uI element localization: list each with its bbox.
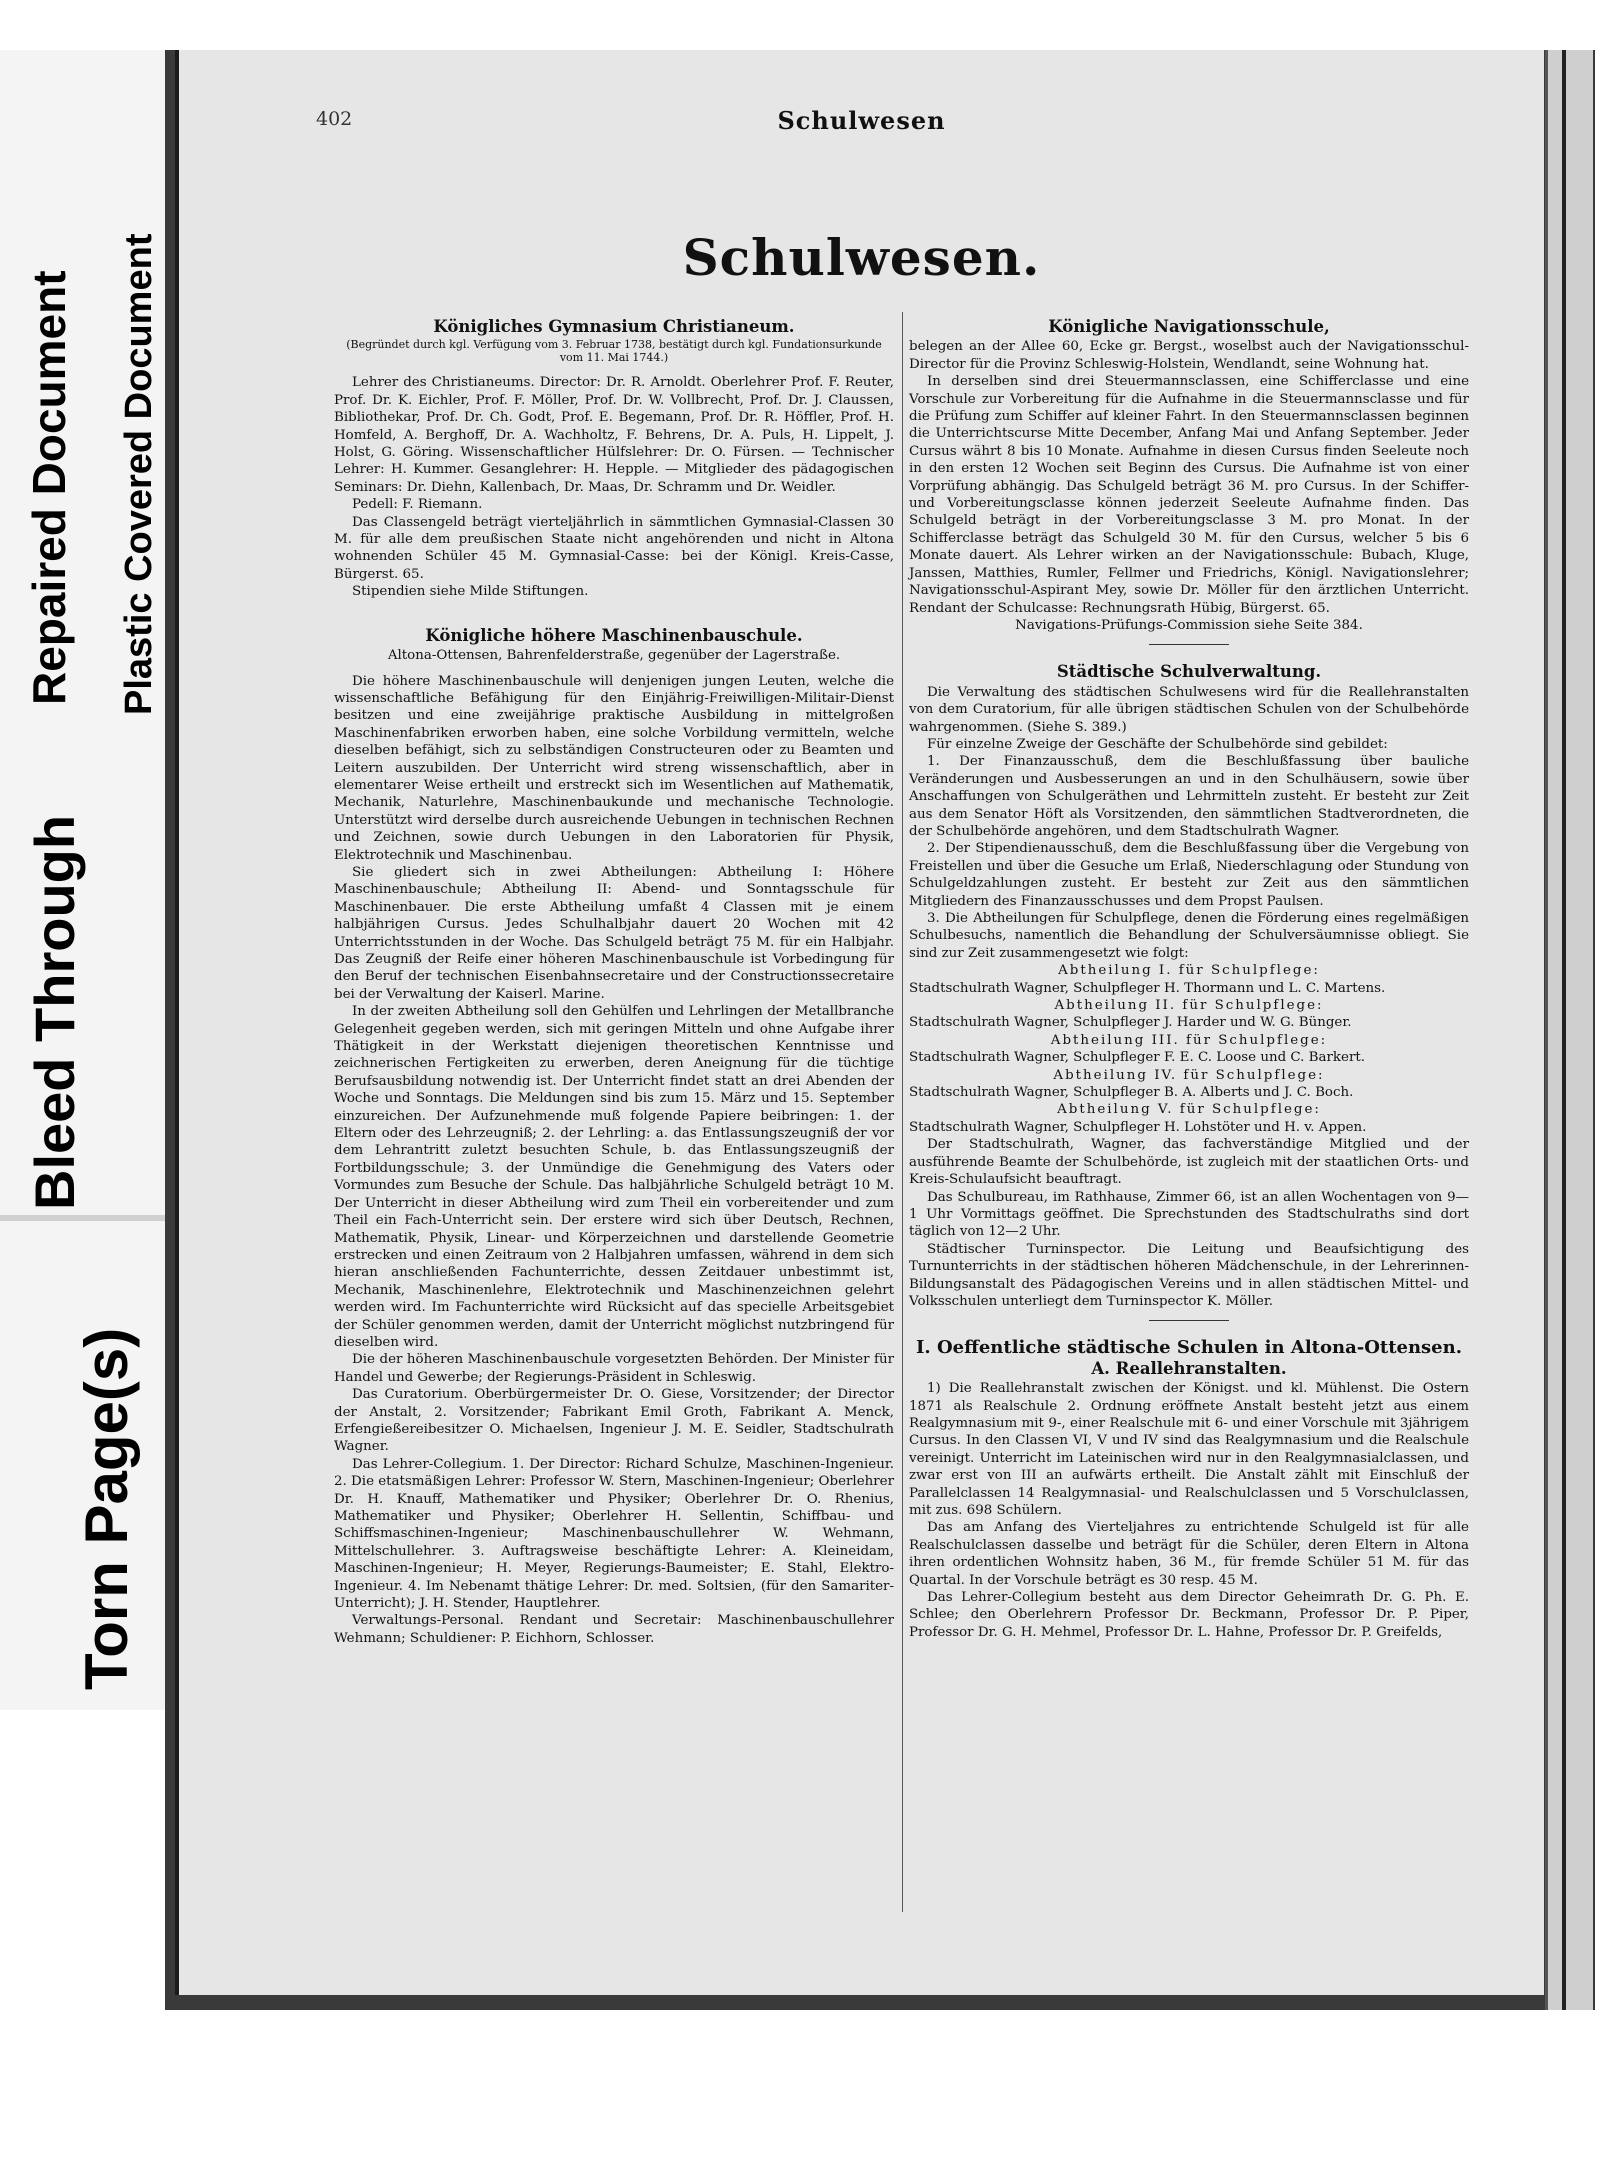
schulverwaltung-stipendienausschuss: 2. Der Stipendienausschuß, dem die Beschlußfassung über die Vergebung von Freistellen und über die Gesuche um Erlaß, Niederschlagung oder Stundung von Schulgeldzahlungen zusteht. Er besteht zur Zeit aus den sämmtlichen Mitgliedern des Finanzausschusses und dem Propst Paulsen. xyxy=(909,841,1469,909)
maschinenbauschule-curatorium: Das Curatorium. Oberbürgermeister Dr. O. Giese, Vorsitzender; der Director der Anstalt, 2. Vorsitzender; Fabrikant Emil Groth, Fabrikant A. Menck, Erfengießereibesitzer O. Michaelsen, Ingenieur J. M. E. Seidler, Stadtschulrath Wagner. xyxy=(334,1387,894,1455)
abtheilung-2-heading: Abtheilung II. für Schulpflege: xyxy=(1054,998,1324,1014)
schulbureau-para: Das Schulbureau, im Rathhause, Zimmer 66, ist an allen Wochentagen von 9—1 Uhr Vormittags geöffnet. Die Sprechstunden des Stadtschulraths sind dort täglich von 12—2 Uhr. xyxy=(909,1189,1469,1240)
schulverwaltung-para-1: Die Verwaltung des städtischen Schulwesens wird für die Reallehranstalten von dem Curatorium, für alle übrigen städtischen Schulen von der Schulbehörde wahrgenommen. (Siehe S. 389.) xyxy=(909,684,1469,735)
stadtschulrath-para: Der Stadtschulrath, Wagner, das fachverständige Mitglied und der ausführende Beamte der Schulbehörde, ist zugleich mit der staatlichen Orts- und Kreis-Schulaufsicht beauftragt. xyxy=(909,1137,1469,1188)
schulverwaltung-finanzausschuss: 1. Der Finanzausschuß, dem die Beschlußfassung über bauliche Veränderungen und Ausbesserungen an und in den Schulhäusern, sowie über Anschaffungen von Schulgeräthen und Lehrmitteln zusteht. Er besteht zur Zeit aus dem Senator Höft als Vorsitzenden, den sämmtlichen Stadtverordneten, die der Schulbehörde angehören, und dem Stadtschulrath Wagner. xyxy=(909,754,1469,839)
schulverwaltung-heading: Städtische Schulverwaltung. xyxy=(1056,662,1322,682)
abtheilung-2-members: Stadtschulrath Wagner, Schulpfleger J. Harder und W. G. Bünger. xyxy=(909,1015,1352,1031)
reallehranstalt-para-1: 1) Die Reallehranstalt zwischen der Königst. und kl. Mühlenst. Die Ostern 1871 als Realschule 2. Ordnung eröffnete Anstalt besteht jetzt aus einem Realgymnasium mit 9-, einer Realschule mit 6- und einer Vorschule mit 3jährigem Cursus. In den Classen VI, V und IV sind das Realgymnasium und die Realschule vereinigt. Unterricht im Lateinischen wird nur in den Realgymnasialclassen, und zwar erst von III an aufwärts ertheilt. Die Anstalt zählt mit Einschluß der Parallelclassen 14 Realgymnasial- und Realschulclassen und 5 Vorschulclassen, mit zus. 698 Schülern. xyxy=(909,1381,1469,1518)
abtheilung-4-members: Stadtschulrath Wagner, Schulpfleger B. A. Alberts und J. C. Boch. xyxy=(909,1085,1354,1101)
maschinenbauschule-teachers: Das Lehrer-Collegium. 1. Der Director: Richard Schulze, Maschinen-Ingenieur. 2. Die etatsmäßigen Lehrer: Professor W. Stern, Maschinen-Ingenieur; Oberlehrer Dr. H. Knauff, Mathematiker und Physiker; Oberlehrer Dr. O. Rhenius, Mathematiker und Physiker; Oberlehrer H. Sellentin, Schiffbau- und Schiffsmaschinen-Ingenieur; Maschinenbauschullehrer W. Wehmann, Mittelschullehrer. 3. Auftragsweise beschäftigte Lehrer: A. Kleineidam, Maschinen-Ingenieur; H. Meyer, Regierungs-Baumeister; E. Stahl, Elektro-Ingenieur. 4. Im Nebenamt thätige Lehrer: Dr. med. Soltsien, (für den Samariter-Unterricht); J. H. Stender, Hauptlehrer. xyxy=(334,1456,894,1612)
gymnasium-fees: Das Classengeld beträgt vierteljährlich in sämmtlichen Gymnasial-Classen 30 M. für alle dem preußischen Staate nicht angehörenden und nicht in Altona wohnenden Schüler 45 M. Gymnasial-Casse: bei der Königl. Kreis-Casse, Bürgerst. 65. xyxy=(334,514,894,582)
reallehranstalten-heading: A. Reallehranstalten. xyxy=(1091,1358,1287,1378)
maschinenbauschule-para-1: Die höhere Maschinenbauschule will denjenigen jungen Leuten, welche die wissenschaftliche Befähigung für den Einjährig-Freiwilligen-Militair-Dienst besitzen und eine zweijährige praktische Ausbildung in mittelgroßen Maschinenfabriken erworben haben, eine solche Vorbildung vermitteln, welche dieselben befähigt, sich zu selbständigen Constructeuren oder zu Beamten und Leitern auszubilden. Der Unterricht wird streng wissenschaftlich, aber in elementarer Weise ertheilt und erstreckt sich im Wesentlichen auf Mathematik, Mechanik, Naturlehre, Maschinenbaukunde und mechanische Technologie. Unterstützt wird derselbe durch ausreichende Uebungen in technischen Rechnen und Zeichnen, sowie durch Uebungen in den Laboratorien für Physik, Elektrotechnik und Maschinenbau. xyxy=(334,673,894,863)
abtheilung-5-members: Stadtschulrath Wagner, Schulpfleger H. Lohstöter und H. v. Appen. xyxy=(909,1119,1367,1135)
reallehranstalt-para-3: Das Lehrer-Collegium besteht aus dem Director Geheimrath Dr. G. Ph. E. Schlee; den Oberlehrern Professor Dr. Beckmann, Professor Dr. P. Piper, Professor Dr. G. H. Mehmel, Professor Dr. L. Hahne, Professor Dr. P. Greifelds, xyxy=(909,1590,1469,1640)
label-plastic-covered: Plastic Covered Document xyxy=(118,233,160,715)
label-separator xyxy=(0,1215,170,1221)
section-rule-2 xyxy=(1149,1320,1229,1321)
page-title: Schulwesen. xyxy=(682,228,1041,287)
navigationsschule-commission: Navigations-Prüfungs-Commission siehe Seite 384. xyxy=(1015,617,1363,633)
schulverwaltung-para-2: Für einzelne Zweige der Geschäfte der Schulbehörde sind gebildet: xyxy=(927,736,1388,752)
navigationsschule-address: belegen an der Allee 60, Ecke gr. Bergst., woselbst auch der Navigationsschul-Director für die Provinz Schleswig-Holstein, Wendlandt, seine Wohnung hat. xyxy=(909,339,1469,372)
navigationsschule-heading: Königliche Navigationsschule, xyxy=(1048,317,1330,336)
right-column xyxy=(909,318,1469,1641)
maschinenbauschule-address: Altona-Ottensen, Bahrenfelderstraße, gegenüber der Lagerstraße. xyxy=(387,648,841,664)
gymnasium-teachers: Lehrer des Christianeums. Director: Dr. R. Arnoldt. Oberlehrer Prof. F. Reuter, Prof. Dr. K. Eichler, Prof. F. Möller, Prof. Dr. W. Vollbrecht, Prof. Dr. J. Claussen, Bibliothekar, Prof. Dr. Ch. Godt, Prof. E. Begemann, Prof. Dr. R. Höffler, Prof. H. Homfeld, A. Berghoff, Dr. A. Wachholtz, F. Behrens, Dr. A. Puls, H. Lippelt, J. Holst, G. Göring. Wissenschaftlicher Hülfslehrer: Dr. O. Fürsen. — Technischer Lehrer: H. Kummer. Gesanglehrer: H. Hepple. — Mitglieder des pädagogischen Seminars: Dr. Diehn, Kallenbach, Dr. Maas, Dr. Schramm und Dr. Weidler. xyxy=(334,375,894,495)
archive-label-strip xyxy=(0,50,170,1710)
oeffentliche-schulen-heading: I. Oeffentliche städtische Schulen in Altona-Ottensen. xyxy=(915,1337,1462,1359)
label-torn-pages: Torn Page(s) xyxy=(73,1327,140,1690)
book-binding-edge xyxy=(1545,50,1593,2010)
abtheilung-1-heading: Abtheilung I. für Schulpflege: xyxy=(1058,963,1320,979)
abtheilung-5-heading: Abtheilung V. für Schulpflege: xyxy=(1057,1102,1321,1118)
scanned-image xyxy=(165,50,1595,2010)
page-number: 402 xyxy=(316,108,353,130)
navigationsschule-para: In derselben sind drei Steuermannsclassen, eine Schifferclasse und eine Vorschule zur Vorbereitung für die Aufnahme in die Steuermannsclasse und für die Prüfung zum Schiffer auf kleiner Fahrt. In den Steuermannsclassen beginnen die Unterrichtscurse Mitte December, Anfang Mai und Anfang September. Jeder Cursus währt 8 bis 10 Monate. Aufnahme in diesen Cursus finden Seeleute noch in den ersten 12 Wochen seit Beginn des Cursus. Die Aufnahme ist von einer Vorprüfung abhängig. Das Schulgeld beträgt 36 M. pro Cursus. In der Schiffer- und Vorbereitungsclasse können jederzeit Seeleute Aufnahme finden. Das Schulgeld beträgt in der Vorbereitungsclasse 3 M. pro Monat. In der Schifferclasse beträgt das Schulgeld 30 M. für den Cursus, welcher 5 bis 6 Monate dauert. Als Lehrer wirken an der Navigationsschule: Bubach, Kluge, Janssen, Matthies, Rumler, Fellmer und Friedrichs, Königl. Navigationslehrer; Navigationsschul-Aspirant Mey, sowie Dr. Möller für den ärztlichen Unterricht. Rendant der Schulcasse: Rechnungsrath Hübig, Bürgerst. 65. xyxy=(909,374,1469,616)
document-page xyxy=(175,50,1544,1995)
schulverwaltung-schulpflege: 3. Die Abtheilungen für Schulpflege, denen die Förderung eines regelmäßigen Schulbesuchs, namentlich die Behandlung der Schulversäumnisse obliegt. Sie sind zur Zeit zusammengesetzt wie folgt: xyxy=(909,911,1469,961)
reallehranstalt-para-2: Das am Anfang des Vierteljahres zu entrichtende Schulgeld ist für alle Realschulclassen dasselbe und beträgt für die Schüler, deren Eltern in Altona ihren ordentlichen Wohnsitz haben, 36 M., für fremde Schüler 51 M. für das Quartal. In der Vorschule beträgt es 30 resp. 45 M. xyxy=(909,1520,1469,1588)
abtheilung-3-heading: Abtheilung III. für Schulpflege: xyxy=(1050,1032,1328,1048)
maschinenbauschule-authorities: Die der höheren Maschinenbauschule vorgesetzten Behörden. Der Minister für Handel und Gewerbe; der Regierungs-Präsident in Schleswig. xyxy=(334,1352,894,1385)
abtheilung-3-members: Stadtschulrath Wagner, Schulpfleger F. E. C. Loose und C. Barkert. xyxy=(909,1050,1365,1066)
maschinenbauschule-para-2: Sie gliedert sich in zwei Abtheilungen: Abtheilung I: Höhere Maschinenbauschule; Abtheilung II: Abend- und Sonntagsschule für Maschinenbauer. Die erste Abtheilung umfaßt 4 Classen mit je einem halbjährigen Cursus. Jedes Schulhalbjahr dauert 20 Wochen mit 42 Unterrichtsstunden in der Woche. Das Schulgeld beträgt 75 M. für ein Halbjahr. Das Zeugniß der Reife einer höheren Maschinenbauschule ist Vorbedingung für den Beruf der technischen Eisenbahnsecretaire und der Constructionssecretaire bei der Verwaltung der Kaiserl. Marine. xyxy=(334,864,894,1002)
gymnasium-pedell: Pedell: F. Riemann. xyxy=(352,497,483,513)
abtheilung-1-members: Stadtschulrath Wagner, Schulpfleger H. Thormann und L. C. Martens. xyxy=(909,980,1386,996)
turninspector-para: Städtischer Turninspector. Die Leitung und Beaufsichtigung des Turnunterrichts in der städtischen höheren Mädchenschule, in der Lehrerinnen-Bildungsanstalt des Pädagogischen Vereins und in allen städtischen Mittel- und Volksschulen unterliegt dem Turninspector K. Möller. xyxy=(909,1241,1469,1309)
running-title: Schulwesen xyxy=(777,106,946,135)
maschinenbauschule-para-3: In der zweiten Abtheilung soll den Gehülfen und Lehrlingen der Metallbranche Gelegenheit gegeben werden, sich mit geringen Mitteln und ohne Aufgabe ihrer Thätigkeit in der Werkstatt diejenigen theoretischen Kenntnisse und zeichnerischen Fertigkeiten zu erwerben, deren Aneignung für die tüchtige Berufsausbildung notwendig ist. Der Unterricht findet statt an drei Abenden der Woche und Sonntags. Die Meldungen sind bis zum 15. März und 15. September einzureichen. Der Aufzunehmende muß folgende Papiere beibringen: 1. der Eltern oder des Lehrzeugniß; 2. der Lehrling: a. das Entlassungszeugniß der vor dem Lehrantritt zuletzt besuchten Schule, b. das Entlassungszeugniß der Fortbildungsschule; 3. der Unmündige die Genehmigung des Vaters oder Vormundes zum Besuche der Schule. Das halbjährliche Schulgeld beträgt 10 M. Der Unterricht in dieser Abtheilung wird zum Theil ein vorbereitender und zum Theil ein Fach-Unterricht sein. Der erstere wird sich über Deutsch, Rechnen, Mathematik, Physik, Linear- und Körperzeichnen und darstellende Geometrie erstrecken und einen Zeitraum von 2 Halbjahren umfassen, während in dem sich hieran anschließenden Fachunterrichte, dessen Zeitdauer unbestimmt ist, Mechanik, Maschinenlehre, Elektrotechnik und Maschinenzeichnen gelehrt werden wird. Im Fachunterrichte wird Rücksicht auf das specielle Arbeitsgebiet der Schüler genommen werden, damit der Unterricht möglichst nutzbringend für dieselben wird. xyxy=(334,1004,894,1350)
column-divider xyxy=(902,312,903,1912)
maschinenbauschule-heading: Königliche höhere Maschinenbauschule. xyxy=(425,625,803,645)
gymnasium-stipends: Stipendien siehe Milde Stiftungen. xyxy=(352,584,589,600)
section-rule xyxy=(1149,644,1229,645)
label-repaired-document: Repaired Document xyxy=(23,270,75,705)
label-bleed-through: Bleed Through xyxy=(23,814,86,1210)
gymnasium-heading: Königliches Gymnasium Christianeum. xyxy=(433,317,795,336)
gymnasium-note: (Begründet durch kgl. Verfügung vom 3. Februar 1738, bestätigt durch kgl. Fundationsurkunde vom 11. Mai 1744.) xyxy=(346,338,882,365)
maschinenbauschule-administration: Verwaltungs-Personal. Rendant und Secretair: Maschinenbauschullehrer Wehmann; Schuldiener: P. Eichhorn, Schlosser. xyxy=(334,1613,894,1646)
left-column xyxy=(334,318,894,1647)
abtheilung-4-heading: Abtheilung IV. für Schulpflege: xyxy=(1053,1067,1325,1083)
